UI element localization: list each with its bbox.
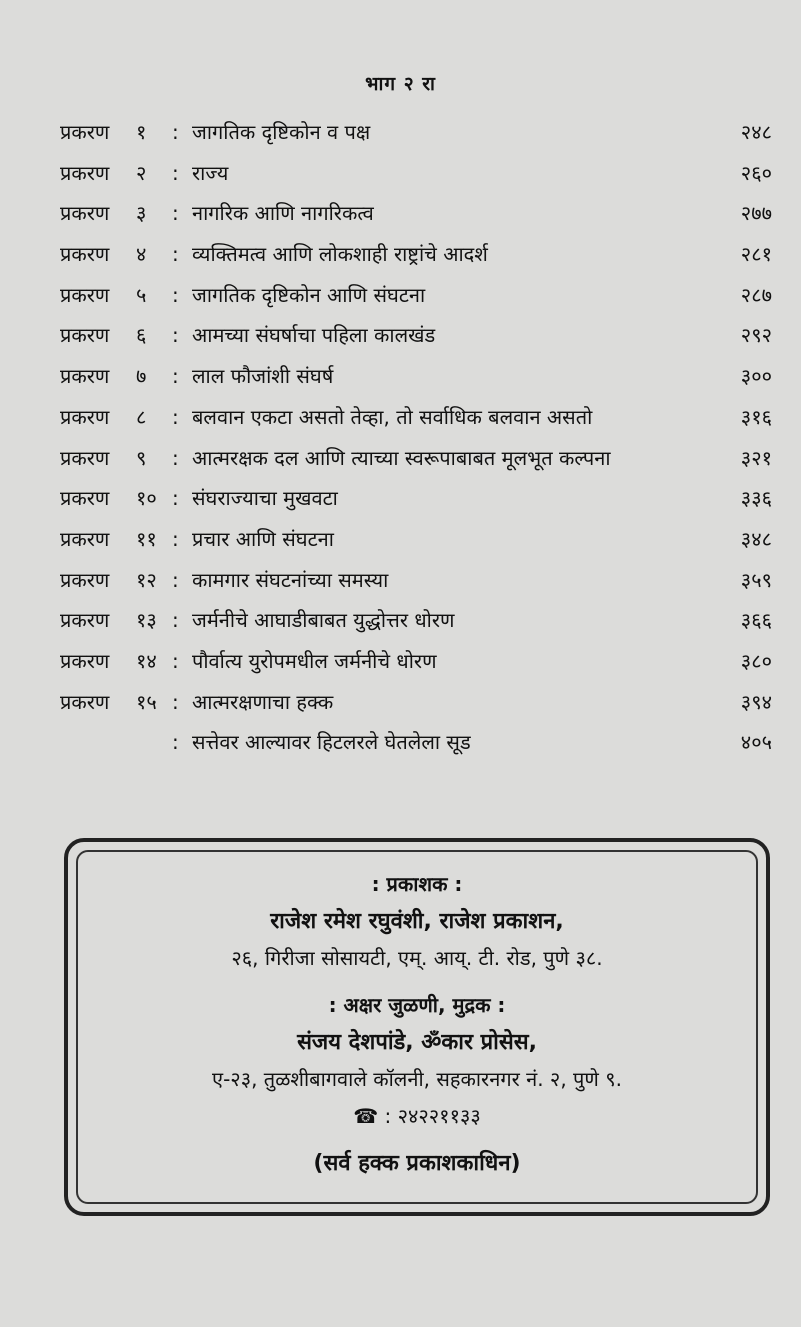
toc-row [60,682,772,723]
chapter-title: आत्मरक्षणाचा हक्क [192,689,334,714]
chapter-label: प्रकरण [60,648,110,673]
toc-row [60,519,772,560]
imprint-box [64,838,770,1216]
chapter-label: प्रकरण [60,689,110,714]
chapter-label: प्रकरण [60,364,110,389]
publisher-address: २६, गिरीजा सोसायटी, एम्. आय्. टी. रोड, पुणे ३८. [231,946,603,970]
chapter-title: व्यक्तिमत्व आणि लोकशाही राष्ट्रांचे आदर्श [192,242,488,267]
telephone-icon: ☎ [353,1104,379,1128]
toc-row [60,315,772,356]
separator: : [172,608,179,633]
chapter-label: प्रकरण [60,120,110,144]
page-number: ३४८ [740,526,772,551]
part-heading: भाग २ रा [365,73,436,95]
toc-row [60,600,772,641]
separator: : [172,201,179,226]
chapter-title: जागतिक दृष्टिकोन आणि संघटना [192,282,426,307]
toc-row [60,153,772,194]
separator: : [172,730,179,755]
page-number: २८१ [740,242,772,267]
table-of-contents [60,112,772,763]
publisher-name: राजेश रमेश रघुवंशी, राजेश प्रकाशन, [270,909,564,934]
chapter-label: प्रकरण [60,323,110,348]
toc-row [60,560,772,601]
separator: : [172,282,179,307]
printer-address: ए-२३, तुळशीबागवाले कॉलनी, सहकारनगर नं. २, पुणे ९. [212,1067,622,1091]
chapter-title: संघराज्याचा मुखवटा [192,486,338,511]
chapter-number: १० [136,486,157,511]
toc-row [60,438,772,479]
chapter-title: बलवान एकटा असतो तेव्हा, तो सर्वाधिक बलवान असतो [192,404,593,429]
chapter-number: १५ [136,689,157,714]
toc-row [60,193,772,234]
chapter-number: १४ [136,648,157,673]
chapter-number: १ [136,120,147,144]
toc-row [60,275,772,316]
page-number: २६० [740,160,772,185]
separator: : [172,486,179,511]
imprint-content [68,866,766,1182]
phone-line [68,1098,766,1135]
chapter-title: जागतिक दृष्टिकोन व पक्ष [192,120,371,144]
page-number: ३६६ [740,608,772,633]
chapter-number: ७ [136,364,147,389]
toc-row [60,641,772,682]
page-number: २४८ [740,120,772,144]
chapter-label: प्रकरण [60,160,110,185]
printer-heading: : अक्षर जुळणी, मुद्रक : [328,993,506,1017]
chapter-number: ९ [136,445,147,470]
chapter-number: २ [136,160,147,185]
separator: : [172,160,179,185]
toc-row [60,397,772,438]
separator: : [172,526,179,551]
chapter-number: ३ [136,201,147,226]
page-number: ३९४ [740,689,772,714]
chapter-label: प्रकरण [60,567,110,592]
phone-number: : २४२२११३३ [384,1104,481,1128]
toc-row [60,478,772,519]
toc-row [60,112,772,153]
chapter-number: १३ [136,608,157,633]
chapter-title: आमच्या संघर्षाचा पहिला कालखंड [192,323,436,348]
chapter-label: प्रकरण [60,282,110,307]
chapter-title: नागरिक आणि नागरिकत्व [192,201,374,226]
chapter-label: प्रकरण [60,404,110,429]
separator: : [172,364,179,389]
page-number: ४०५ [740,730,772,755]
chapter-label: प्रकरण [60,608,110,633]
chapter-number: ५ [136,282,147,307]
chapter-label: प्रकरण [60,242,110,267]
chapter-title: प्रचार आणि संघटना [192,526,334,551]
chapter-title: लाल फौजांशी संघर्ष [192,364,334,389]
page-number: ३५९ [740,567,772,592]
separator: : [172,567,179,592]
chapter-label: प्रकरण [60,445,110,470]
chapter-title: सत्तेवर आल्यावर हिटलरले घेतलेला सूड [192,730,471,755]
toc-row [60,234,772,275]
separator: : [172,445,179,470]
page-number: ३२१ [740,445,772,470]
chapter-label: प्रकरण [60,201,110,226]
toc-row [60,722,772,763]
page-number: ३०० [740,364,772,389]
chapter-number: ८ [136,404,147,429]
page-number: ३१६ [740,404,772,429]
publisher-heading: : प्रकाशक : [371,872,463,896]
chapter-label: प्रकरण [60,486,110,511]
separator: : [172,648,179,673]
chapter-title: जर्मनीचे आघाडीबाबत युद्धोत्तर धोरण [192,608,455,633]
chapter-title: पौर्वात्य युरोपमधील जर्मनीचे धोरण [192,648,437,673]
chapter-title: कामगार संघटनांच्या समस्या [192,567,389,592]
chapter-number: ४ [136,242,147,267]
rights-notice: (सर्व हक्क प्रकाशकाधिन) [313,1151,521,1176]
chapter-number: ११ [136,526,157,551]
printer-name: संजय देशपांडे, ॐकार प्रोसेस, [297,1030,537,1055]
chapter-number: ६ [136,323,147,348]
page-number: २८७ [740,282,772,307]
chapter-label: प्रकरण [60,526,110,551]
page-number: ३८० [740,648,772,673]
separator: : [172,242,179,267]
page-number: २७७ [740,201,772,226]
separator: : [172,323,179,348]
chapter-title: आत्मरक्षक दल आणि त्याच्या स्वरूपाबाबत मूलभूत कल्पना [192,445,611,470]
chapter-title: राज्य [192,160,229,185]
toc-row [60,356,772,397]
page-number: ३३६ [740,486,772,511]
page-number: २९२ [740,323,772,348]
separator: : [172,689,179,714]
separator: : [172,404,179,429]
separator: : [172,120,179,144]
chapter-number: १२ [136,567,157,592]
